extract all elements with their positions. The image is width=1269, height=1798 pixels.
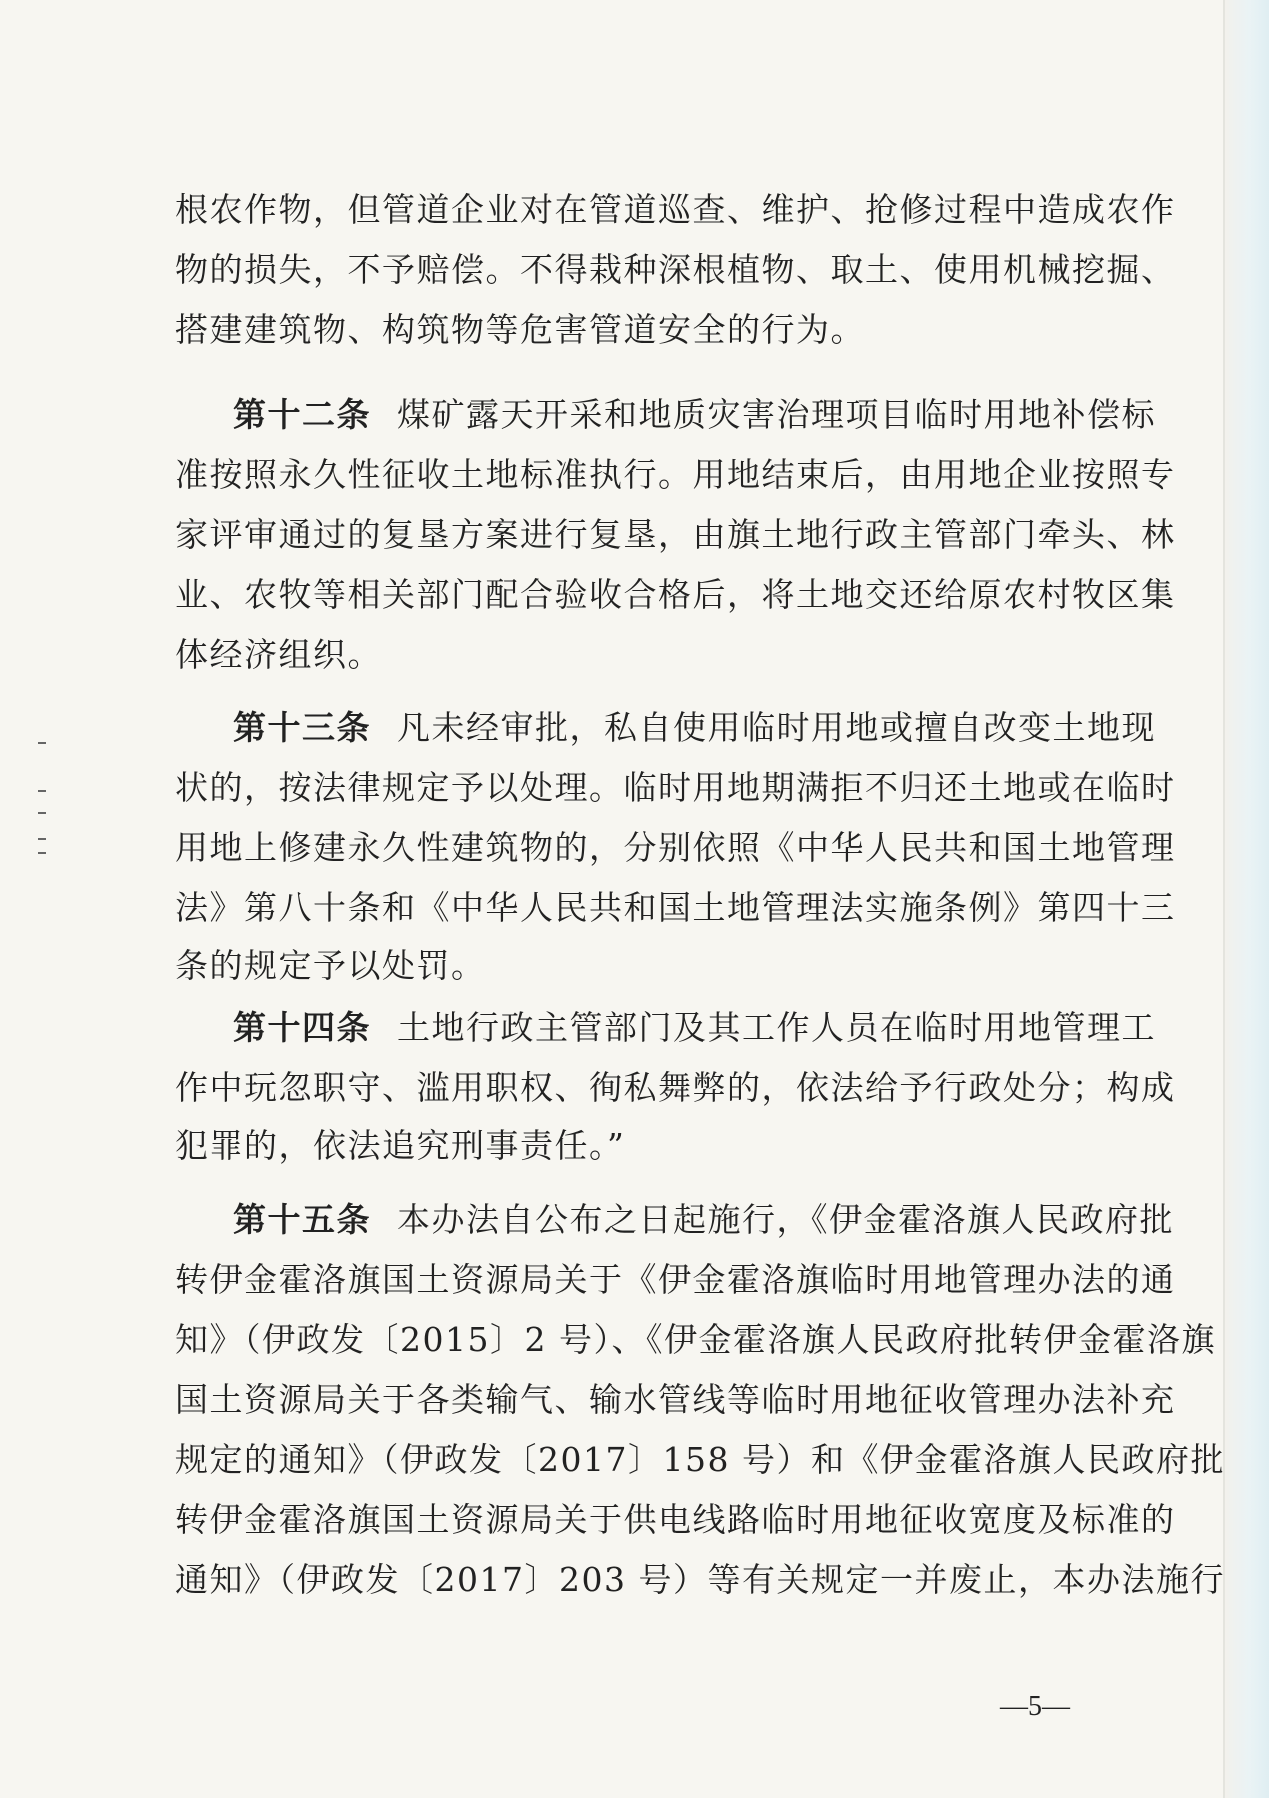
article-13-line <box>233 708 1156 748</box>
margin-mark <box>38 742 46 744</box>
text-line: 作中玩忽职守、滥用职权、徇私舞弊的，依法给予行政处分；构成 <box>175 1068 1176 1107</box>
article-15-line <box>233 1200 1174 1240</box>
text-line: 用地上修建永久性建筑物的，分别依照《中华人民共和国土地管理 <box>175 828 1176 867</box>
margin-mark <box>38 812 46 814</box>
text-line: 本办法自公布之日起施行，《伊金霍洛旗人民政府批 <box>397 1200 1174 1239</box>
text-line: 根农作物，但管道企业对在管道巡查、维护、抢修过程中造成农作 <box>175 190 1176 229</box>
text-line: 知》（伊政发〔2015〕2 号）、《伊金霍洛旗人民政府批转伊金霍洛旗 <box>175 1320 1216 1359</box>
text-line: 土地行政主管部门及其工作人员在临时用地管理工 <box>397 1008 1156 1047</box>
text-line: 状的，按法律规定予以处理。临时用地期满拒不归还土地或在临时 <box>175 768 1176 807</box>
text-line: 转伊金霍洛旗国土资源局关于供电线路临时用地征收宽度及标准的 <box>175 1500 1176 1539</box>
margin-mark <box>38 790 46 792</box>
article-heading: 第十五条 <box>233 1200 371 1239</box>
article-heading: 第十三条 <box>233 708 371 747</box>
text-line: 规定的通知》（伊政发〔2017〕158 号）和《伊金霍洛旗人民政府批 <box>175 1440 1225 1479</box>
text-line: 条的规定予以处罚。 <box>175 946 486 985</box>
text-line: 准按照永久性征收土地标准执行。用地结束后，由用地企业按照专 <box>175 455 1176 494</box>
text-line: 煤矿露天开采和地质灾害治理项目临时用地补偿标 <box>397 395 1156 434</box>
text-line: 业、农牧等相关部门配合验收合格后，将土地交还给原农村牧区集 <box>175 575 1176 614</box>
text-line: 搭建建筑物、构筑物等危害管道安全的行为。 <box>175 310 865 349</box>
article-heading: 第十二条 <box>233 395 371 434</box>
text-line: 通知》（伊政发〔2017〕203 号）等有关规定一并废止，本办法施行 <box>175 1560 1225 1599</box>
page-edge-shadow <box>1225 0 1269 1798</box>
text-line: 国土资源局关于各类输气、输水管线等临时用地征收管理办法补充 <box>175 1380 1176 1419</box>
text-line: 体经济组织。 <box>175 635 382 674</box>
text-line: 家评审通过的复垦方案进行复垦，由旗土地行政主管部门牵头、林 <box>175 515 1176 554</box>
article-14-line <box>233 1008 1156 1048</box>
text-line: 凡未经审批，私自使用临时用地或擅自改变土地现 <box>397 708 1156 747</box>
text-line: 犯罪的，依法追究刑事责任。” <box>175 1126 626 1165</box>
margin-mark <box>38 852 46 854</box>
page-number: —5— <box>1000 1691 1070 1722</box>
text-line: 法》第八十条和《中华人民共和国土地管理法实施条例》第四十三 <box>175 888 1176 927</box>
text-line: 物的损失，不予赔偿。不得栽种深根植物、取土、使用机械挖掘、 <box>175 250 1176 289</box>
margin-mark <box>38 838 46 840</box>
article-12-line <box>233 395 1156 435</box>
text-line: 转伊金霍洛旗国土资源局关于《伊金霍洛旗临时用地管理办法的通 <box>175 1260 1176 1299</box>
article-heading: 第十四条 <box>233 1008 371 1047</box>
